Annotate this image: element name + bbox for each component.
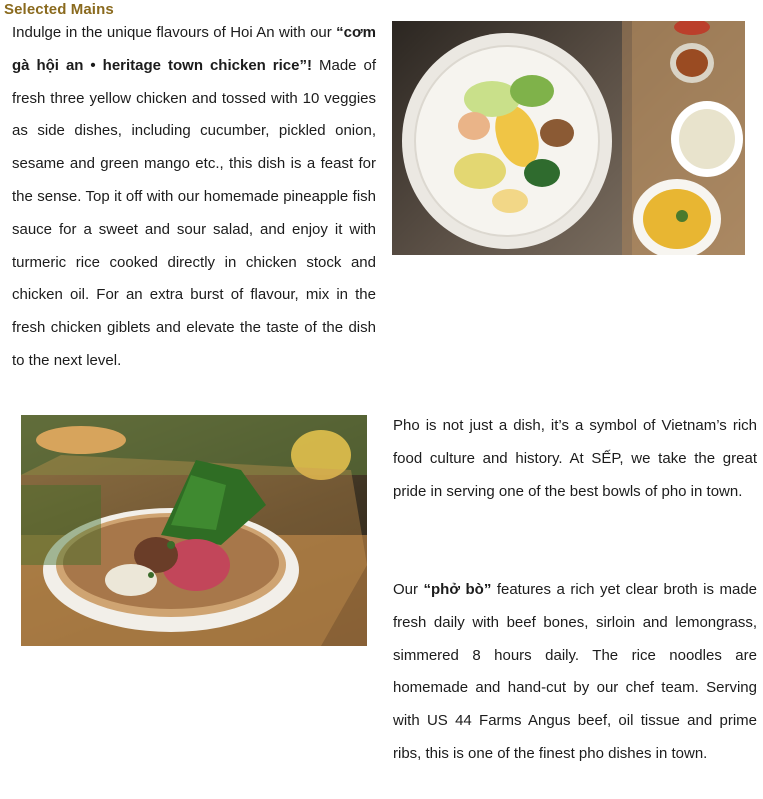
pho-description <box>393 574 757 771</box>
pho-bowl-photo-art <box>21 415 367 646</box>
pho-dish-name: “phở bò” <box>423 581 492 598</box>
chicken-rice-body: Made of fresh three yellow chicken and tossed with 10 veggies as side dishes, including cucumber, pickled onion, sesame and green mango etc., this dish is a feast for the sense. Top it off with our homemade pineapple fish sauce for a sweet and sour salad, and enjoy it with turmeric rice cooked directly in chicken stock and chicken oil. For an extra burst of flavour, mix in the fresh chicken giblets and elevate the taste of the dish to the next level. <box>12 56 376 369</box>
pho-body: features a rich yet clear broth is made fresh daily with beef bones, sirloin and lemongrass, simmered 8 hours daily. The rice noodles are homemade and hand-cut by our chef team. Serving with US 44 Farms Angus beef, oil tissue and prime ribs, this is one of the finest pho dishes in town. <box>393 581 758 762</box>
chicken-rice-dish-name: “cơm gà hội an • heritage town chicken rice” <box>12 24 377 74</box>
pho-intro-paragraph: Pho is not just a dish, it’s a symbol of Vietnam’s rich food culture and history. At SẾP, we take the great pride in serving one of the best bowls of pho in town. <box>393 417 757 500</box>
section-heading: Selected Mains <box>4 1 114 18</box>
pho-bowl-photo-icon <box>21 415 367 646</box>
chicken-rice-photo-art <box>392 21 745 255</box>
pho-lead: Our <box>393 581 419 598</box>
chicken-rice-photo-icon <box>392 21 745 255</box>
chicken-rice-intro: Indulge in the unique flavours of Hoi An with our <box>12 24 332 41</box>
chicken-rice-description <box>12 17 376 378</box>
chicken-rice-exclamation: ! <box>307 56 312 74</box>
